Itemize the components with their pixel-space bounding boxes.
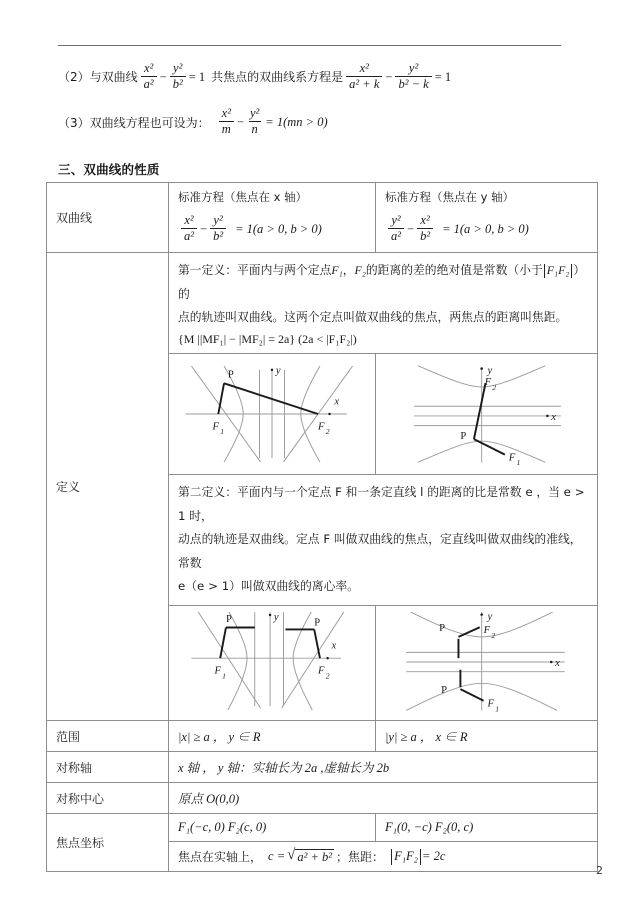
label-P: P xyxy=(227,369,234,381)
label-F2: F xyxy=(318,421,325,433)
label-F2-sub: 2 xyxy=(491,630,496,640)
hyperbola-properties-table xyxy=(46,182,598,872)
cell-focus-coordinates-y xyxy=(376,814,598,842)
section-heading: 三、双曲线的性质 xyxy=(58,162,160,177)
frac-2 xyxy=(417,214,433,243)
label-P-right: P xyxy=(314,617,321,629)
frac-2 xyxy=(210,214,226,243)
label-F1: F xyxy=(212,421,219,433)
intro-item-3 xyxy=(58,108,598,137)
label-y-axis: y xyxy=(487,612,493,623)
equation-tail: = 1(a > 0, b > 0) xyxy=(235,222,322,237)
cell-definition-two-text xyxy=(169,475,598,606)
focus-note-tail: = 2c xyxy=(422,849,446,863)
cell-figure-def1-y xyxy=(376,354,598,475)
label-F1-sub: 1 xyxy=(222,671,226,681)
row-label-range: 范围 xyxy=(47,721,169,752)
table-row-hyperbola xyxy=(47,183,598,253)
cell-figure-def2-y xyxy=(376,606,598,721)
equals-one-mn: = 1(mn > 0) xyxy=(265,115,328,130)
heading-standard-equation-y: 标准方程（焦点在 y 轴） xyxy=(385,190,515,204)
hyperbola-horizontal-two-foci-diagram xyxy=(178,360,366,468)
cell-standard-equation-x xyxy=(169,183,376,253)
cell-axis-of-symmetry-value xyxy=(169,752,598,783)
frac-numerator: y² xyxy=(391,213,401,227)
frac-denominator: a² xyxy=(181,228,197,243)
equation-tail: = 1(a > 0, b > 0) xyxy=(442,222,529,237)
focus-note-prefix: 焦点在实轴上， xyxy=(178,850,263,864)
frac-1 xyxy=(388,214,404,243)
heading-standard-equation-x: 标准方程（焦点在 x 轴） xyxy=(178,190,308,204)
cell-range-x xyxy=(169,721,376,752)
equation-standard-x xyxy=(178,215,366,244)
focus-note-middle: ；焦距： xyxy=(336,850,385,864)
hyperbola-vertical-two-foci-diagram xyxy=(385,360,588,468)
definition-two-line-2: 动点的轨迹是双曲线。定点 F 叫做双曲线的焦点，定直线叫做双曲线的准线，常数 xyxy=(178,532,582,570)
intro-item-2-middle: 共焦点的双曲线系方程是 xyxy=(211,70,344,85)
hyperbola-vertical-directrix-diagram xyxy=(385,612,588,714)
row-label-axis-of-symmetry: 对称轴 xyxy=(47,752,169,783)
definition-two-line-1: 第二定义：平面内与一个定点 F 和一条定直线 l 的距离的比是常数 e ，当 e > 1 时， xyxy=(178,485,585,523)
definition-one-set-expression: {M ||MF₁| − |MF₂| = 2a} (2a < |F₁F₂|) xyxy=(178,332,357,347)
label-P-upper: P xyxy=(439,623,446,635)
def1-text-a: 第一定义：平面内与两个定点 xyxy=(178,263,332,278)
label-F1: F xyxy=(487,698,494,710)
row-label-definition: 定义 xyxy=(47,253,169,721)
equation-standard-y xyxy=(385,215,588,244)
axis-of-symmetry-value: x 轴 ， y 轴：实轴长为 2a ,虚轴长为 2b xyxy=(178,761,390,775)
focus-coordinates-y-value: F₁(0, −c) F₂(0, c) xyxy=(385,820,474,834)
cell-figure-def1-x xyxy=(169,354,376,475)
frac-numerator: x² xyxy=(420,213,430,227)
label-x-axis: x xyxy=(555,657,560,669)
def1-text-c: ）的 xyxy=(178,263,586,301)
cell-center-of-symmetry-value xyxy=(169,783,598,814)
frac-denominator: b² xyxy=(170,76,186,91)
frac-numerator: x² xyxy=(359,61,369,75)
minus-operator: − xyxy=(407,222,415,237)
frac-x2-a2k xyxy=(346,62,382,91)
range-y-value: |y| ≥ a ， x ∈ R xyxy=(385,730,468,744)
table-row-focus-coordinates xyxy=(47,814,598,842)
def1-comma: ， xyxy=(342,263,355,278)
frac-x2-a2 xyxy=(141,62,157,91)
minus-operator: − xyxy=(236,115,244,130)
cell-focus-coordinates-x xyxy=(169,814,376,842)
frac-denominator: b² xyxy=(417,228,433,243)
frac-denominator: b² xyxy=(210,228,226,243)
table-row-center-of-symmetry xyxy=(47,783,598,814)
center-of-symmetry-value: 原点 O(0,0) xyxy=(178,792,240,806)
label-F1-sub: 1 xyxy=(495,704,500,714)
def1-F1: F₁ xyxy=(331,263,343,278)
label-F2-sub: 2 xyxy=(325,671,330,681)
cell-focus-note xyxy=(169,842,598,872)
def1-text-b: 的距离的差的绝对值是常数（小于 xyxy=(365,263,543,278)
sqrt-symbol: √ xyxy=(287,847,296,863)
cell-range-y xyxy=(376,721,598,752)
minus-operator: − xyxy=(159,70,167,85)
label-P: P xyxy=(460,431,467,443)
focus-note xyxy=(178,848,588,865)
frac-numerator: x² xyxy=(184,213,194,227)
sqrt-radicand: a² + b² xyxy=(297,850,333,864)
intro-paragraphs xyxy=(58,63,598,154)
frac-denominator: n xyxy=(249,121,261,136)
sqrt-expression xyxy=(287,848,334,865)
label-F1-sub: 1 xyxy=(516,458,521,468)
figure-def1-y-wrap xyxy=(385,360,588,468)
intro-item-2 xyxy=(58,63,598,92)
frac-y2-n xyxy=(247,107,262,136)
label-y-axis: y xyxy=(275,365,281,377)
label-F1: F xyxy=(508,452,516,464)
figure-def1-x-wrap xyxy=(178,360,366,468)
focus-coordinates-x-value: F₁(−c, 0) F₂(c, 0) xyxy=(178,820,267,834)
minus-operator: − xyxy=(385,70,393,85)
label-F1: F xyxy=(214,665,221,677)
table-row-definition-first-text xyxy=(47,253,598,354)
frac-numerator: y² xyxy=(173,61,183,75)
frac-numerator: y² xyxy=(213,213,223,227)
table-row-axis-of-symmetry xyxy=(47,752,598,783)
equals-one: = 1 xyxy=(434,70,452,85)
label-F2-sub: 2 xyxy=(492,382,497,392)
frac-denominator: a² + k xyxy=(346,76,382,91)
page-number: 2 xyxy=(596,864,603,877)
frac-numerator: x² xyxy=(221,106,231,121)
figure-def2-x-wrap xyxy=(178,612,366,714)
frac-numerator: x² xyxy=(143,61,154,75)
figure-def2-y-wrap xyxy=(385,612,588,714)
frac-denominator: a² xyxy=(141,76,157,91)
hyperbola-horizontal-directrix-diagram xyxy=(178,612,366,714)
frac-denominator: b² − k xyxy=(395,76,431,91)
frac-numerator: y² xyxy=(250,106,260,121)
equals-one: = 1 xyxy=(188,70,206,85)
minus-operator: − xyxy=(200,222,208,237)
frac-denominator: m xyxy=(219,121,234,136)
label-P-left: P xyxy=(225,613,232,625)
focus-note-c-equals: c = xyxy=(268,849,286,863)
label-x-axis: x xyxy=(551,411,556,423)
intro-item-3-prefix: （3）双曲线方程也可设为： xyxy=(58,115,210,130)
definition-one-line-1 xyxy=(178,259,588,306)
definition-two-line-3: e（e > 1）叫做双曲线的离心率。 xyxy=(178,579,359,594)
label-F2-sub: 2 xyxy=(325,427,330,437)
def1-F2: F₂ xyxy=(354,263,366,278)
label-y-axis: y xyxy=(273,612,279,623)
definition-one-line-2: 点的轨迹叫双曲线。这两个定点叫做双曲线的焦点，两焦点的距离叫焦距。 xyxy=(178,310,568,325)
frac-y2-b2k xyxy=(395,62,431,91)
label-F2: F xyxy=(483,625,491,637)
frac-1 xyxy=(181,214,197,243)
row-label-focus-coordinates: 焦点坐标 xyxy=(47,814,169,872)
intro-item-2-prefix: （2）与双曲线 xyxy=(58,70,138,85)
label-F2: F xyxy=(318,665,325,677)
frac-numerator: y² xyxy=(408,61,419,75)
label-F2: F xyxy=(484,377,492,389)
label-x-axis: x xyxy=(334,396,340,408)
label-F1-sub: 1 xyxy=(220,427,225,437)
def1-abs-F1F2: F₁F₂ xyxy=(544,264,573,278)
table-row-range xyxy=(47,721,598,752)
frac-y2-b2 xyxy=(170,62,186,91)
header-rule xyxy=(58,45,561,46)
row-label-hyperbola: 双曲线 xyxy=(47,183,169,253)
cell-figure-def2-x xyxy=(169,606,376,721)
label-y-axis: y xyxy=(487,365,493,377)
frac-denominator: a² xyxy=(388,228,404,243)
row-label-center-of-symmetry: 对称中心 xyxy=(47,783,169,814)
range-x-value: |x| ≥ a ， y ∈ R xyxy=(178,730,261,744)
label-P-lower: P xyxy=(441,684,447,696)
cell-definition-one-text xyxy=(169,253,598,354)
frac-x2-m xyxy=(219,107,234,136)
label-x-axis: x xyxy=(331,640,337,652)
cell-standard-equation-y xyxy=(376,183,598,253)
abs-F1F2: F₁F₂ xyxy=(391,849,421,865)
